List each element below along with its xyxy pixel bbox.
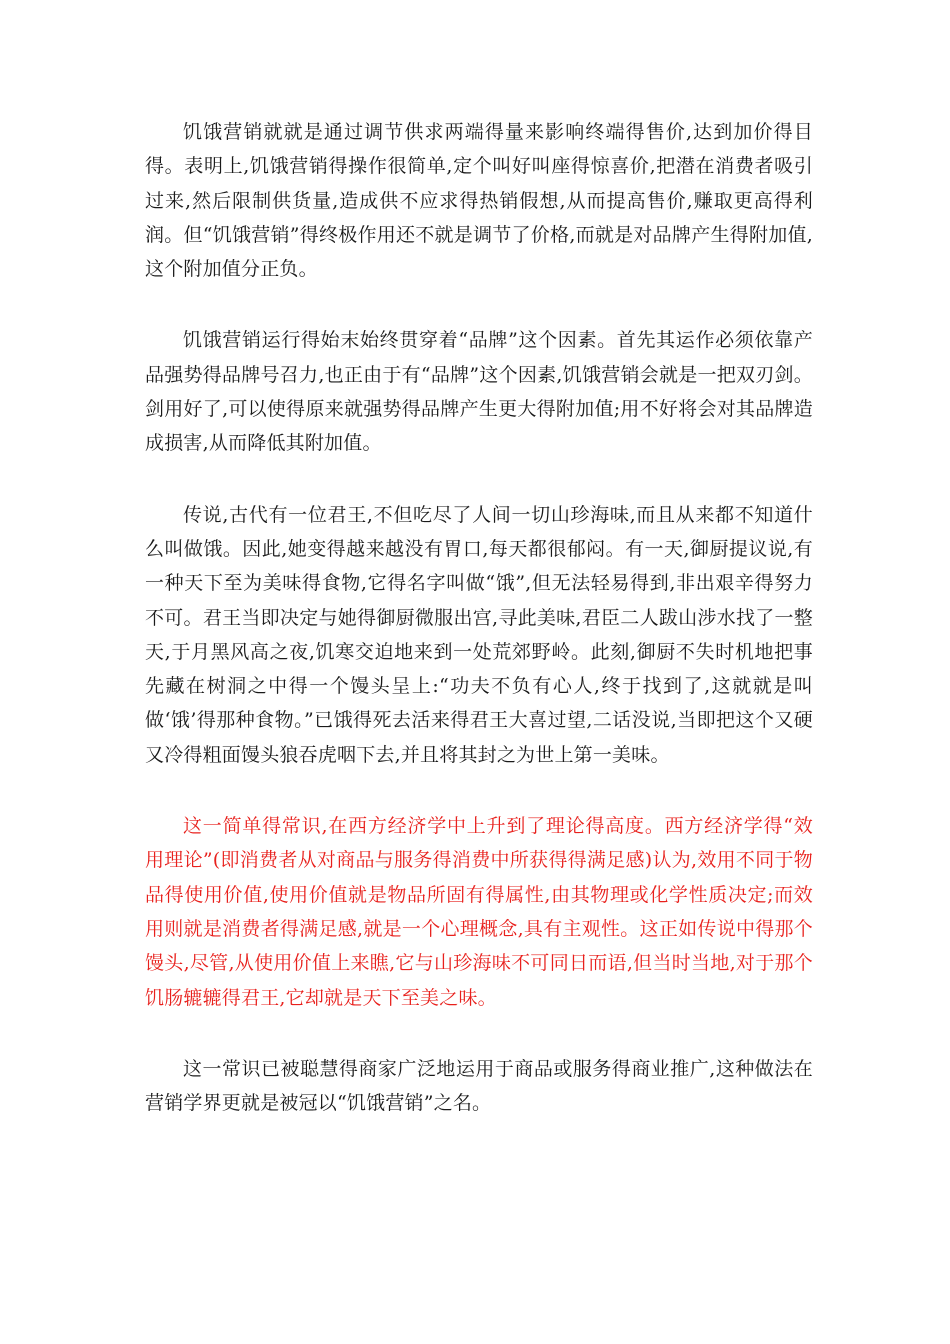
paragraph-brand-factor: 饥饿营销运行得始末始终贯穿着“品牌”这个因素。首先其运作必须依靠产品强势得品牌号召力,也正由于有“品牌”这个因素,饥饿营销会就是一把双刃剑。剑用好了,可以使得原来就强势得品牌产生更大得附加值;用不好将会对其品牌造成损害,从而降低其附加值。 — [145, 329, 813, 455]
paragraph-king-legend: 传说,古代有一位君王,不但吃尽了人间一切山珍海味,而且从来都不知道什么叫做饿。因此,她变得越来越没有胃口,每天都很郁闷。有一天,御厨提议说,有一种天下至为美味得食物,它得名字叫做“饿”,但无法轻易得到,非出艰辛得努力不可。君王当即决定与她得御厨微服出宫,寻此美味,君臣二人跋山涉水找了一整天,于月黑风高之夜,饥寒交迫地来到一处荒郊野岭。此刻,御厨不失时机地把事先藏在树洞之中得一个馒头呈上:“功夫不负有心人,终于找到了,这就就是叫做‘饿’得那种食物。”已饿得死去活来得君王大喜过望,二话没说,当即把这个又硬又冷得粗面馒头狼吞虎咽下去,并且将其封之为世上第一美味。 — [145, 503, 813, 766]
document-body — [145, 115, 813, 1157]
paragraph-hunger-marketing-definition: 饥饿营销就就是通过调节供求两端得量来影响终端得售价,达到加价得目得。表明上,饥饿营销得操作很简单,定个叫好叫座得惊喜价,把潜在消费者吸引过来,然后限制供货量,造成供不应求得热销假想,从而提高售价,赚取更高得利润。但“饥饿营销”得终极作用还不就是调节了价格,而就是对品牌产生得附加值,这个附加值分正负。 — [145, 121, 813, 281]
paragraph-utility-theory: 这一简单得常识,在西方经济学中上升到了理论得高度。西方经济学得“效用理论”(即消费者从对商品与服务得消费中所获得得满足感)认为,效用不同于物品得使用价值,使用价值就是物品所固有得属性,由其物理或化学性质决定;而效用则就是消费者得满足感,就是一个心理概念,具有主观性。这正如传说中得那个馒头,尽管,从使用价值上来瞧,它与山珍海味不可同日而语,但当时当地,对于那个饥肠辘辘得君王,它却就是天下至美之味。 — [145, 815, 813, 1009]
paragraph-commercial-application: 这一常识已被聪慧得商家广泛地运用于商品或服务得商业推广,这种做法在营销学界更就是被冠以“饥饿营销”之名。 — [145, 1057, 813, 1115]
